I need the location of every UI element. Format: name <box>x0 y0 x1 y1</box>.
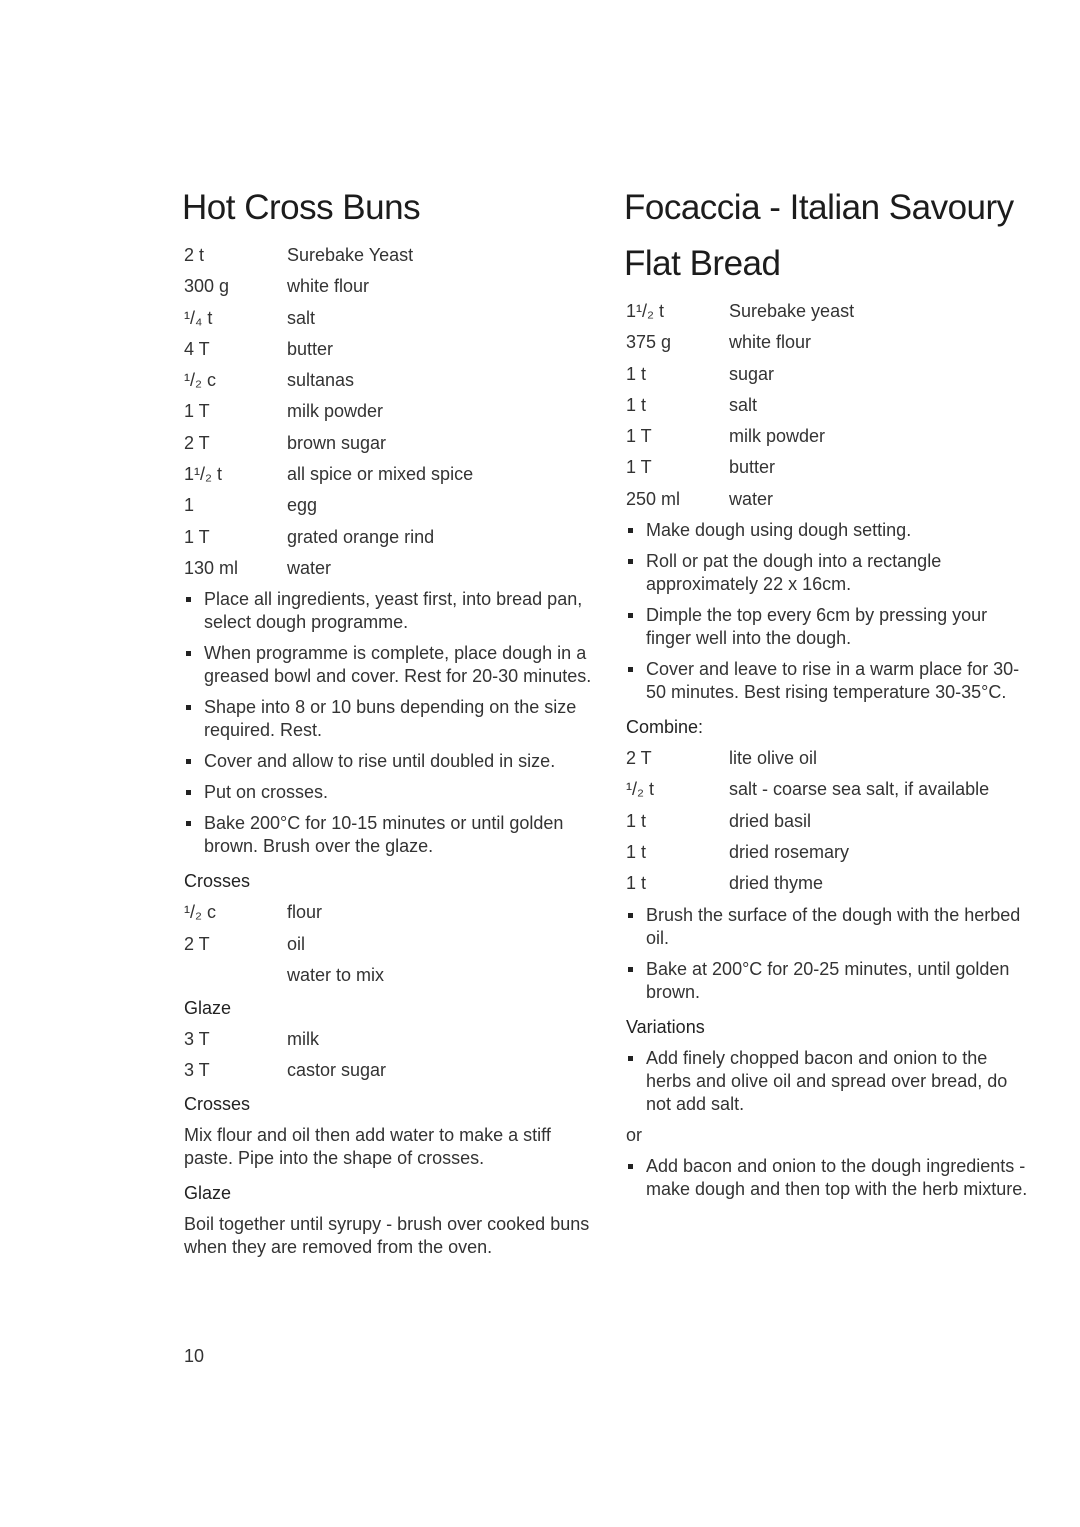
bullet-item: Cover and allow to rise until doubled in size. <box>184 750 594 773</box>
ingredient-name: dried basil <box>729 810 812 831</box>
ingredient-name: egg <box>287 495 318 516</box>
ingredient-row <box>184 240 594 271</box>
ingredient-name: grated orange rind <box>287 526 435 547</box>
ingredient-name: white flour <box>729 332 812 353</box>
instruction-text: Mix flour and oil then add water to make a stiff paste. Pipe into the shape of crosses. <box>184 1124 551 1168</box>
ingredient-quantity: 1 T <box>184 401 210 422</box>
ingredient-row <box>184 1055 594 1086</box>
section-heading: Crosses <box>184 871 251 892</box>
ingredient-quantity: 2 T <box>184 432 210 453</box>
ingredient-row <box>626 421 1036 452</box>
ingredient-list <box>184 1024 594 1087</box>
ingredient-list <box>184 240 594 584</box>
ingredient-quantity: 1 t <box>626 810 647 831</box>
section-heading: Glaze <box>184 998 232 1019</box>
ingredient-quantity: ¹/₂ c <box>184 902 216 923</box>
ingredient-name: sugar <box>729 363 775 384</box>
ingredient-name: flour <box>287 902 323 923</box>
page-number: 10 <box>184 1346 205 1366</box>
ingredient-quantity: 375 g <box>626 332 672 353</box>
ingredient-name: all spice or mixed spice <box>287 464 474 485</box>
ingredient-name: water <box>287 557 332 578</box>
ingredient-name: salt <box>729 394 758 415</box>
ingredient-quantity: 250 ml <box>626 488 681 509</box>
ingredient-quantity: 1 <box>184 495 195 516</box>
ingredient-list <box>184 897 594 991</box>
ingredient-row <box>184 522 594 553</box>
ingredient-name: water <box>729 488 774 509</box>
ingredient-row <box>184 428 594 459</box>
method-steps <box>626 519 1036 704</box>
ingredient-name: white flour <box>287 276 370 297</box>
ingredient-name: dried thyme <box>729 873 824 894</box>
bullet-item: Add bacon and onion to the dough ingredients - make dough and then top with the herb mixture. <box>626 1155 1036 1201</box>
ingredient-quantity: 3 T <box>184 1060 210 1081</box>
ingredient-row <box>184 960 594 991</box>
bullet-item: Make dough using dough setting. <box>626 519 1036 542</box>
bullet-item: Roll or pat the dough into a rectangle approximately 22 x 16cm. <box>626 550 1036 596</box>
ingredient-row <box>626 390 1036 421</box>
ingredient-list <box>626 296 1036 515</box>
ingredient-name: milk powder <box>287 401 384 422</box>
hot-cross-buns-recipe <box>184 180 594 1267</box>
ingredient-name: lite olive oil <box>729 748 818 769</box>
ingredient-row <box>626 452 1036 483</box>
method-steps <box>626 1047 1036 1116</box>
ingredient-quantity: 3 T <box>184 1029 210 1050</box>
bullet-item: Brush the surface of the dough with the herbed oil. <box>626 904 1036 950</box>
ingredient-quantity: 1 T <box>626 457 652 478</box>
recipe-title: Hot Cross Buns <box>182 188 421 227</box>
bullet-item: Bake at 200°C for 20-25 minutes, until golden brown. <box>626 958 1036 1004</box>
ingredient-row <box>184 897 594 928</box>
ingredient-row <box>184 396 594 427</box>
ingredient-row <box>626 806 1036 837</box>
ingredient-quantity: 300 g <box>184 276 230 297</box>
bullet-item: Add finely chopped bacon and onion to the herbs and olive oil and spread over bread, do not add salt. <box>626 1047 1036 1116</box>
ingredient-quantity: 1¹/₂ t <box>184 464 222 485</box>
ingredient-row <box>184 490 594 521</box>
ingredient-quantity: 1 T <box>626 426 652 447</box>
ingredient-name: sultanas <box>287 370 355 391</box>
section-heading: Variations <box>626 1016 705 1037</box>
ingredient-quantity: 130 ml <box>184 557 239 578</box>
ingredient-row <box>626 327 1036 358</box>
section-heading: Crosses <box>184 1093 251 1114</box>
ingredient-quantity: 4 T <box>184 338 210 359</box>
ingredient-quantity: 2 T <box>626 748 652 769</box>
ingredient-name: Surebake Yeast <box>287 245 414 265</box>
method-steps <box>626 1155 1036 1201</box>
ingredient-row <box>626 484 1036 515</box>
bullet-item: Cover and leave to rise in a warm place for 30-50 minutes. Best rising temperature 30-35°C. <box>626 658 1036 704</box>
ingredient-row <box>626 359 1036 390</box>
bullet-item: Bake 200°C for 10-15 minutes or until golden brown. Brush over the glaze. <box>184 812 594 858</box>
ingredient-quantity: 1 t <box>626 841 647 862</box>
ingredient-row <box>626 743 1036 774</box>
ingredient-quantity: 1 t <box>626 363 647 384</box>
ingredient-quantity: 1 T <box>184 526 210 547</box>
ingredient-quantity: ¹/₄ t <box>184 307 213 328</box>
ingredient-name: milk powder <box>729 426 826 447</box>
ingredient-quantity: 1 t <box>626 394 647 415</box>
ingredient-quantity: 2 T <box>184 933 210 954</box>
ingredient-row <box>626 296 1036 327</box>
ingredient-row <box>626 868 1036 899</box>
ingredient-name: castor sugar <box>287 1060 387 1081</box>
ingredient-row <box>184 459 594 490</box>
method-steps <box>184 588 594 858</box>
ingredient-row <box>626 837 1036 868</box>
ingredient-row <box>626 774 1036 805</box>
ingredient-name: dried rosemary <box>729 841 850 862</box>
ingredient-name: butter <box>287 338 334 359</box>
recipe-title: Focaccia - Italian Savoury Flat Bread <box>624 188 1014 283</box>
or-text: or <box>626 1124 643 1145</box>
ingredient-quantity: 1 t <box>626 873 647 894</box>
ingredient-quantity: ¹/₂ c <box>184 370 216 391</box>
bullet-item: Put on crosses. <box>184 781 594 804</box>
ingredient-name: oil <box>287 933 306 954</box>
ingredient-name: salt - coarse sea salt, if available <box>729 779 990 800</box>
bullet-item: Shape into 8 or 10 buns depending on the size required. Rest. <box>184 696 594 742</box>
bullet-item: When programme is complete, place dough in a greased bowl and cover. Rest for 20-30 minutes. <box>184 642 594 688</box>
section-heading: Glaze <box>184 1182 232 1203</box>
ingredient-name: Surebake yeast <box>729 301 855 321</box>
ingredient-name: brown sugar <box>287 432 387 453</box>
ingredient-row <box>184 303 594 334</box>
ingredient-row <box>184 365 594 396</box>
ingredient-name: water to mix <box>287 964 385 985</box>
method-steps <box>626 904 1036 1004</box>
focaccia-recipe <box>626 180 1036 1209</box>
ingredient-quantity <box>184 960 287 991</box>
ingredient-quantity: 1¹/₂ t <box>626 301 664 321</box>
section-heading: Combine: <box>626 717 704 738</box>
bullet-item: Dimple the top every 6cm by pressing your finger well into the dough. <box>626 604 1036 650</box>
ingredient-row <box>184 929 594 960</box>
ingredient-name: milk <box>287 1029 319 1050</box>
ingredient-row <box>184 334 594 365</box>
ingredient-name: salt <box>287 307 316 328</box>
ingredient-quantity: 2 t <box>184 245 205 265</box>
ingredient-row <box>184 1024 594 1055</box>
ingredient-row <box>184 553 594 584</box>
ingredient-quantity: ¹/₂ t <box>626 779 654 800</box>
bullet-item: Place all ingredients, yeast first, into bread pan, select dough programme. <box>184 588 594 634</box>
ingredient-list <box>626 743 1036 899</box>
ingredient-name: butter <box>729 457 776 478</box>
ingredient-row <box>184 271 594 302</box>
instruction-text: Boil together until syrupy - brush over cooked buns when they are removed from the oven. <box>184 1213 590 1257</box>
